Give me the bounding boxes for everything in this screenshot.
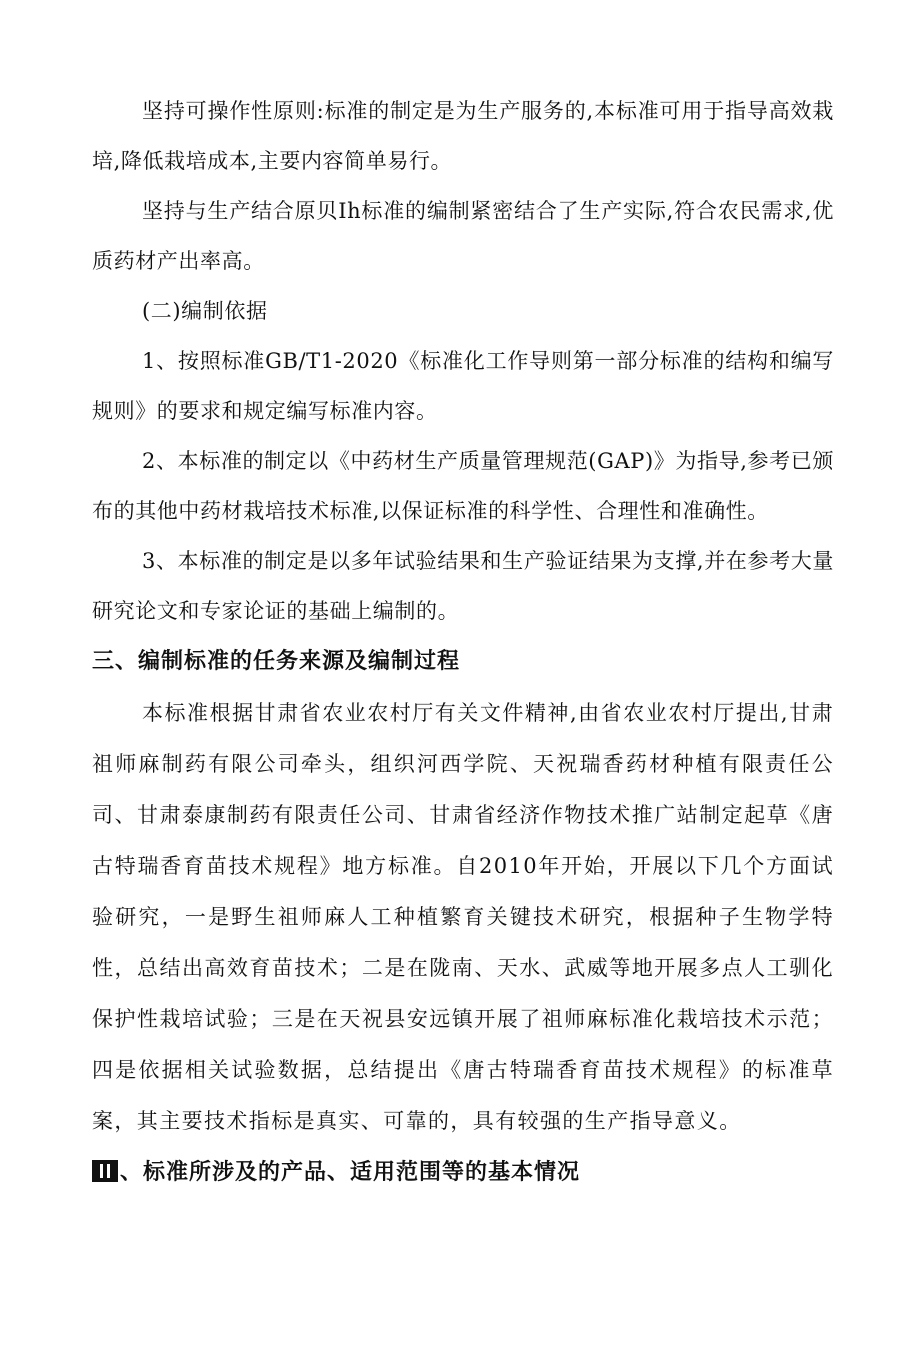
section-4-heading xyxy=(92,1147,834,1199)
paragraph-production-principle: 坚持与生产结合原贝Ih标准的编制紧密结合了生产实际,符合农民需求,优质药材产出率高。 xyxy=(92,199,834,273)
section-3-body: 本标准根据甘肃省农业农村厅有关文件精神,由省农业农村厅提出,甘肃祖师麻制药有限公司牵头，组织河西学院、天祝瑞香药材种植有限责任公司、甘肃泰康制药有限责任公司、甘肃省经济作物技术推广站制定起草《唐古特瑞香育苗技术规程》地方标准。自2010年开始，开展以下几个方面试验研究，一是野生祖师麻人工种植繁育关键技术研究，根据种子生物学特性，总结出高效育苗技术；二是在陇南、天水、武威等地开展多点人工驯化保护性栽培试验；三是在天祝县安远镇开展了祖师麻标准化栽培技术示范；四是依据相关试验数据，总结提出《唐古特瑞香育苗技术规程》的标准草案，其主要技术指标是真实、可靠的，具有较强的生产指导意义。 xyxy=(92,701,834,1133)
section-3-heading: 三、编制标准的任务来源及编制过程 xyxy=(92,649,461,674)
basis-item-2: 2、本标准的制定以《中药材生产质量管理规范(GAP)》为指导,参考已颁布的其他中药材栽培技术标准,以保证标准的科学性、合理性和准确性。 xyxy=(92,449,834,523)
document-body xyxy=(92,86,834,1199)
section-4-heading-text: 、标准所涉及的产品、适用范围等的基本情况 xyxy=(120,1160,581,1185)
basis-item-3: 3、本标准的制定是以多年试验结果和生产验证结果为支撑,并在参考大量研究论文和专家论证的基础上编制的。 xyxy=(92,549,834,623)
section-number-mark-icon xyxy=(92,1160,118,1182)
basis-item-1: 1、按照标准GB/T1-2020《标准化工作导则第一部分标准的结构和编写规则》的要求和规定编写标准内容。 xyxy=(92,349,834,423)
paragraph-operability-principle: 坚持可操作性原则:标准的制定是为生产服务的,本标准可用于指导高效栽培,降低栽培成本,主要内容简单易行。 xyxy=(92,99,834,173)
subheading-compilation-basis: (二)编制依据 xyxy=(142,299,268,323)
